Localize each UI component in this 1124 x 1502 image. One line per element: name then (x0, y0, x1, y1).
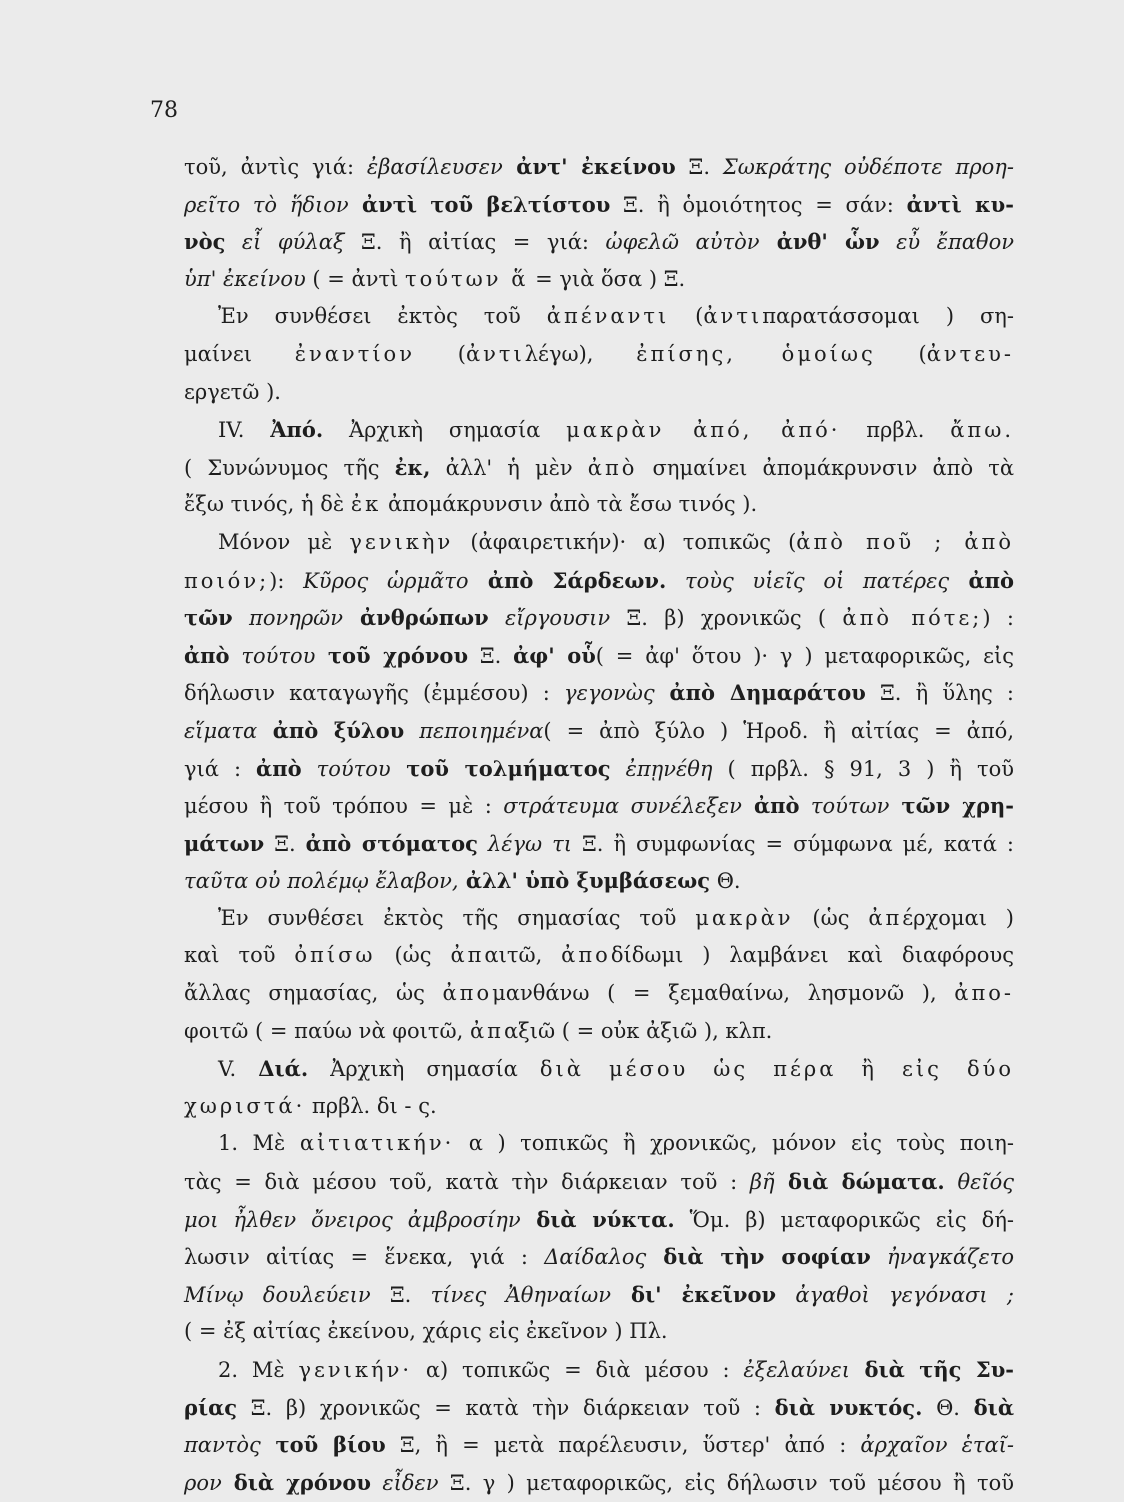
text-segment: = γιὰ ὅσα ) Ξ. (528, 266, 686, 291)
italic-example: τούτων (799, 794, 890, 819)
spaced-term: ἀπο (561, 943, 611, 968)
spaced-term: ἀπο (442, 981, 493, 1006)
spaced-term: ἀπ (868, 905, 903, 930)
italic-example: βῆ (749, 1170, 775, 1195)
italic-example: λέγω τι (477, 831, 573, 856)
text-segment: ) : (982, 606, 1014, 631)
body-text (184, 148, 1014, 1501)
text-line (184, 1238, 1014, 1276)
text-line (184, 148, 1014, 186)
spaced-term: ἀντι (703, 304, 763, 329)
text-line (184, 750, 1014, 788)
bold-term: τῶν χρη- (889, 793, 1014, 819)
bold-term: διὰ τῆς Συ- (850, 1357, 1014, 1382)
text-segment: Μόνον μὲ (218, 529, 350, 554)
spaced-term: μακρὰν (695, 905, 794, 930)
bold-term: ἀνθ' ὧν (759, 229, 880, 255)
text-line (184, 524, 1014, 562)
italic-example: θεῖός (944, 1170, 1014, 1195)
bold-term: δι' ἐκεῖνον (611, 1281, 777, 1307)
bold-term: ἀντὶ κυ- (906, 191, 1014, 217)
text-line (184, 975, 1014, 1013)
text-segment: Ξ. β) χρονικῶς = κατὰ τὴν διάρκειαν τοῦ : (237, 1395, 775, 1420)
text-segment: Θ. (710, 869, 741, 894)
spaced-term: ἀπὸ πότε; (842, 606, 983, 631)
text-line (184, 900, 1014, 938)
text-segment: φοιτῶ ( = παύω νὰ φοιτῶ, (184, 1018, 470, 1043)
text-line (184, 1313, 1014, 1351)
italic-example: ἐβασίλευσεν (366, 155, 503, 179)
spaced-term: ἀπὸ (587, 455, 638, 480)
spaced-term: τούτων ἅ (405, 266, 529, 291)
spaced-term: ἀντι (465, 341, 525, 366)
text-segment: Ξ. (675, 155, 723, 179)
text-segment: αιτῶ, (484, 943, 562, 968)
text-segment: Ἀρχικὴ σημασία (323, 418, 567, 443)
text-line (184, 562, 1014, 600)
text-line (184, 298, 1014, 336)
text-segment: ( = ἀφ' ὅτου )· γ ) μεταφορικῶς, εἰς (595, 643, 1014, 668)
italic-example: εἵματα (184, 718, 258, 743)
bold-term: ἀπὸ (949, 567, 1014, 593)
text-segment: Ἐν συνθέσει ἐκτὸς τοῦ (218, 304, 547, 329)
bold-term: ἀνθρώπων (343, 605, 489, 631)
text-segment: έρχομαι ) (902, 905, 1014, 930)
text-segment: ( (414, 341, 466, 366)
italic-example: πονηρῶν (232, 606, 344, 631)
text-segment: IV. (218, 418, 271, 443)
text-line (184, 1426, 1014, 1464)
italic-example: ρον (184, 1470, 222, 1495)
italic-example: ἀγαθοὶ γεγόνασι ; (776, 1282, 1014, 1307)
spaced-term: γενικὴν (349, 529, 454, 554)
bold-term: μάτων (184, 830, 265, 856)
bold-term: διὰ νυκτός. (774, 1394, 923, 1420)
bold-term: Ἀπό. (270, 417, 324, 443)
text-segment: πρβλ. (840, 418, 951, 443)
text-segment: Ἀρχικὴ σημασία (308, 1057, 540, 1082)
bold-term: διὰ (973, 1394, 1014, 1420)
text-segment: πρβλ. δι - ς. (305, 1093, 437, 1118)
text-segment: μέσου ἢ τοῦ τρόπου = μὲ : (184, 794, 504, 819)
text-segment: (ὡς (375, 943, 451, 968)
text-segment: Ξ. ἢ ὕλης : (865, 681, 1014, 706)
spaced-term: γενικήν· (298, 1358, 413, 1382)
italic-example: Μίνῳ δουλεύειν (184, 1282, 371, 1307)
spaced-term: χωριστά· (184, 1093, 306, 1118)
text-segment: Ξ, ἢ = μετὰ παρέλευσιν, ὕστερ' ἀπό : (385, 1433, 861, 1458)
spaced-term: ἐπίσης, ὁμοίως (636, 341, 876, 366)
spaced-term: ἀντευ- (926, 341, 1015, 366)
text-segment: Ξ. β) χρονικῶς ( (610, 606, 843, 631)
bold-term: ἀντ' ἐκείνου (502, 154, 676, 179)
text-line (184, 637, 1014, 675)
italic-example: γεγονὼς (564, 681, 655, 706)
bold-term: τοῦ χρόνου (315, 642, 469, 668)
text-line (184, 1013, 1014, 1051)
italic-example: εἴργουσιν (488, 606, 611, 631)
text-segment: α ) τοπικῶς ἢ χρονικῶς, μόνον εἰς τοὺς ποιη- (454, 1131, 1014, 1156)
text-segment: Ξ. (370, 1282, 431, 1307)
spaced-term: ὀπίσω (294, 943, 376, 968)
text-line (184, 1050, 1014, 1088)
text-line (184, 1351, 1014, 1389)
page-number: 78 (150, 98, 178, 123)
text-segment: μαίνει (184, 341, 295, 366)
text-segment: δήλωσιν καταγωγῆς (ἐμμέσου) : (184, 681, 565, 706)
text-segment: καὶ τοῦ (184, 943, 295, 968)
text-segment: Ξ. (468, 643, 514, 668)
bold-term: ἀπὸ ξύλου (257, 717, 405, 743)
text-line (184, 712, 1014, 750)
text-line (184, 261, 1014, 299)
text-segment: Ξ. ἢ αἰτίας = γιά: (344, 230, 606, 255)
text-line (184, 1276, 1014, 1314)
italic-example: παντὸς (184, 1433, 261, 1458)
bold-term: Διά. (258, 1056, 309, 1082)
spaced-term: μακρὰν ἀπό, ἀπό· (566, 418, 841, 443)
text-line (184, 937, 1014, 975)
spaced-term: αἰτιατικήν· (299, 1131, 455, 1156)
text-segment: παρατάσσομαι ) ση- (762, 304, 1014, 329)
bold-term: ἀπὸ (256, 755, 302, 781)
text-segment: μανθάνω ( = ξεμαθαίνω, λησμονῶ ), (492, 981, 955, 1006)
text-segment: 2. Μὲ (218, 1358, 299, 1382)
text-line (184, 787, 1014, 825)
text-segment: ἀπομάκρυνσιν ἀπὸ τὰ ἔσω τινός ). (381, 492, 758, 517)
text-line (184, 374, 1014, 412)
text-segment: Ξ. γ ) μεταφορικῶς, εἰς δήλωσιν τοῦ μέσου ἢ τοῦ (438, 1470, 1015, 1495)
bold-term: τοῦ τολμήματος (390, 755, 611, 781)
text-segment: ( (669, 304, 704, 329)
text-segment: Ξ. ἢ ὁμοιότητος = σάν: (610, 192, 907, 217)
italic-example: τίνες Ἀθηναίων (430, 1282, 612, 1307)
text-line (184, 223, 1014, 261)
text-segment: Ξ. ἢ συμφωνίας = σύμφωνα μέ, κατά : (572, 831, 1014, 856)
italic-example: ὠφελῶ αὐτὸν (605, 230, 760, 255)
text-segment: V. (218, 1057, 259, 1082)
text-segment: Ξ. (264, 831, 306, 856)
text-segment: ): (269, 568, 304, 593)
text-line (184, 674, 1014, 712)
bold-term: ἐκ, (394, 454, 431, 480)
text-line (184, 599, 1014, 637)
bold-term: διὰ χρόνου (221, 1469, 372, 1495)
spaced-term: ἀπο- (954, 981, 1015, 1006)
text-segment: τοῦ, ἀντὶς γιά: (184, 155, 367, 179)
text-segment: ( (875, 341, 927, 366)
italic-example: τούτου (301, 756, 391, 781)
italic-example: ἐξελαύνει (743, 1358, 850, 1382)
text-segment: ( πρβλ. § 91, 3 ) ἢ τοῦ (712, 756, 1015, 781)
bold-term: ἀπὸ στόματος (305, 830, 478, 856)
spaced-term: ἀπ (469, 1018, 504, 1043)
text-segment: (ἀφαιρετικήν)· α) τοπικῶς ( (453, 529, 797, 554)
text-segment: λέγω), (524, 341, 637, 366)
text-line (184, 186, 1014, 224)
text-segment: Ὅμ. β) μεταφορικῶς εἰς δή- (674, 1207, 1014, 1232)
italic-example: Σωκράτης οὐδέποτε προη- (722, 155, 1014, 179)
text-segment: ἄλλας σημασίας, ὡς (184, 981, 443, 1006)
bold-term: ἀπὸ (184, 642, 230, 668)
bold-term: διὰ νύκτα. (520, 1206, 675, 1232)
spaced-term: ἀπὸ ποῦ ; ἀπὸ (796, 529, 1014, 554)
spaced-term: ἐκ (350, 492, 382, 517)
text-segment: Ἐν συνθέσει ἐκτὸς τῆς σημασίας τοῦ (218, 905, 696, 930)
text-line (184, 1125, 1014, 1163)
spaced-term: ἀπ (450, 943, 485, 968)
text-line (184, 1464, 1014, 1502)
text-segment: ( = ἀπὸ ξύλο ) Ἡροδ. ἢ αἰτίας = ἀπό, (543, 718, 1014, 743)
text-line (184, 486, 1014, 524)
italic-example: μοι ἦλθεν ὄνειρος ἀμβροσίην (184, 1207, 521, 1232)
bold-term: ἀπὸ (741, 793, 800, 819)
italic-example: ρεῖτο τὸ ἥδιον (184, 192, 349, 217)
italic-example: τοὺς υἱεῖς οἱ πατέρες (666, 568, 950, 593)
text-segment: ( = ἐξ αἰτίας ἐκείνου, χάρις εἰς ἐκεῖνον ) Πλ. (184, 1319, 668, 1344)
text-line (184, 449, 1014, 487)
spaced-term: ποιόν; (184, 568, 270, 593)
text-segment: εργετῶ ). (184, 379, 281, 404)
bold-term: ἀντὶ τοῦ βελτίστου (348, 191, 611, 217)
italic-example: ἀρχαῖον ἑταῖ- (860, 1433, 1015, 1458)
italic-example: εἶδεν (371, 1470, 439, 1495)
text-segment: λωσιν αἰτίας = ἕνεκα, γιά : (184, 1245, 545, 1270)
text-segment: σημαίνει ἀπομάκρυνσιν ἀπὸ τὰ (637, 455, 1015, 480)
bold-term: ἀφ' οὗ (513, 642, 596, 668)
text-line (184, 862, 1014, 900)
text-segment: ἀλλ' ἡ μὲν (430, 455, 588, 480)
italic-example: ἐπῃνέθη (610, 756, 713, 781)
bold-term: διὰ δώματα. (774, 1169, 945, 1195)
bold-term: τοῦ βίου (260, 1432, 386, 1458)
text-line (184, 1163, 1014, 1201)
text-line (184, 1088, 1014, 1126)
italic-example: Δαίδαλος (544, 1245, 647, 1270)
text-line (184, 336, 1014, 374)
text-segment: ἔξω τινός, ἡ δὲ (184, 492, 351, 517)
text-segment: α) τοπικῶς = διὰ μέσου : (412, 1358, 744, 1382)
text-segment: ( = ἀντὶ (305, 266, 406, 291)
italic-example: εἶ φύλαξ (225, 230, 345, 255)
text-line (184, 1201, 1014, 1239)
text-segment: 1. Μὲ (218, 1131, 300, 1156)
spaced-term: ἐναντίον (294, 341, 415, 366)
spaced-term: ἀπέναντι (546, 304, 670, 329)
text-line (184, 825, 1014, 863)
text-segment: τὰς = διὰ μέσου τοῦ, κατὰ τὴν διάρκειαν τοῦ : (184, 1170, 750, 1195)
italic-example: ἠναγκάζετο (870, 1245, 1014, 1270)
text-line (184, 411, 1014, 449)
bold-term: τῶν (184, 605, 233, 631)
bold-term: ἀπὸ Δημαράτου (654, 680, 866, 706)
text-segment: ( Συνώνυμος τῆς (184, 455, 395, 480)
italic-example: πεποιημένα (404, 718, 544, 743)
bold-term: ρίας (184, 1394, 238, 1420)
italic-example: στράτευμα συνέλεξεν (503, 794, 742, 819)
text-line (184, 1389, 1014, 1427)
spaced-term: διὰ μέσου ὡς πέρα ἢ εἰς δύο (539, 1057, 1014, 1082)
spaced-term: ἄπω. (950, 418, 1015, 443)
text-segment: (ὡς (793, 905, 869, 930)
bold-term: ἀλλ' ὑπὸ ξυμβάσεως (458, 868, 711, 894)
italic-example: ταῦτα οὐ πολέμῳ ἔλαβον, (184, 869, 459, 894)
bold-term: διὰ τὴν σοφίαν (646, 1244, 871, 1270)
italic-example: ὑπ' ἐκείνου (184, 266, 306, 291)
text-segment: αξιῶ ( = οὐκ ἀξιῶ ), κλπ. (503, 1018, 773, 1043)
italic-example: τούτου (229, 643, 316, 668)
text-segment: δίδωμι ) λαμβάνει καὶ διαφόρους (610, 943, 1014, 968)
bold-term: ἀπὸ Σάρδεων. (468, 567, 667, 593)
italic-example: Κῦρος ὡρμᾶτο (303, 568, 469, 593)
text-segment: γιά : (184, 756, 257, 781)
text-segment: Θ. (922, 1395, 974, 1420)
bold-term: νὸς (184, 229, 226, 255)
italic-example: εὖ ἔπαθον (879, 230, 1014, 255)
